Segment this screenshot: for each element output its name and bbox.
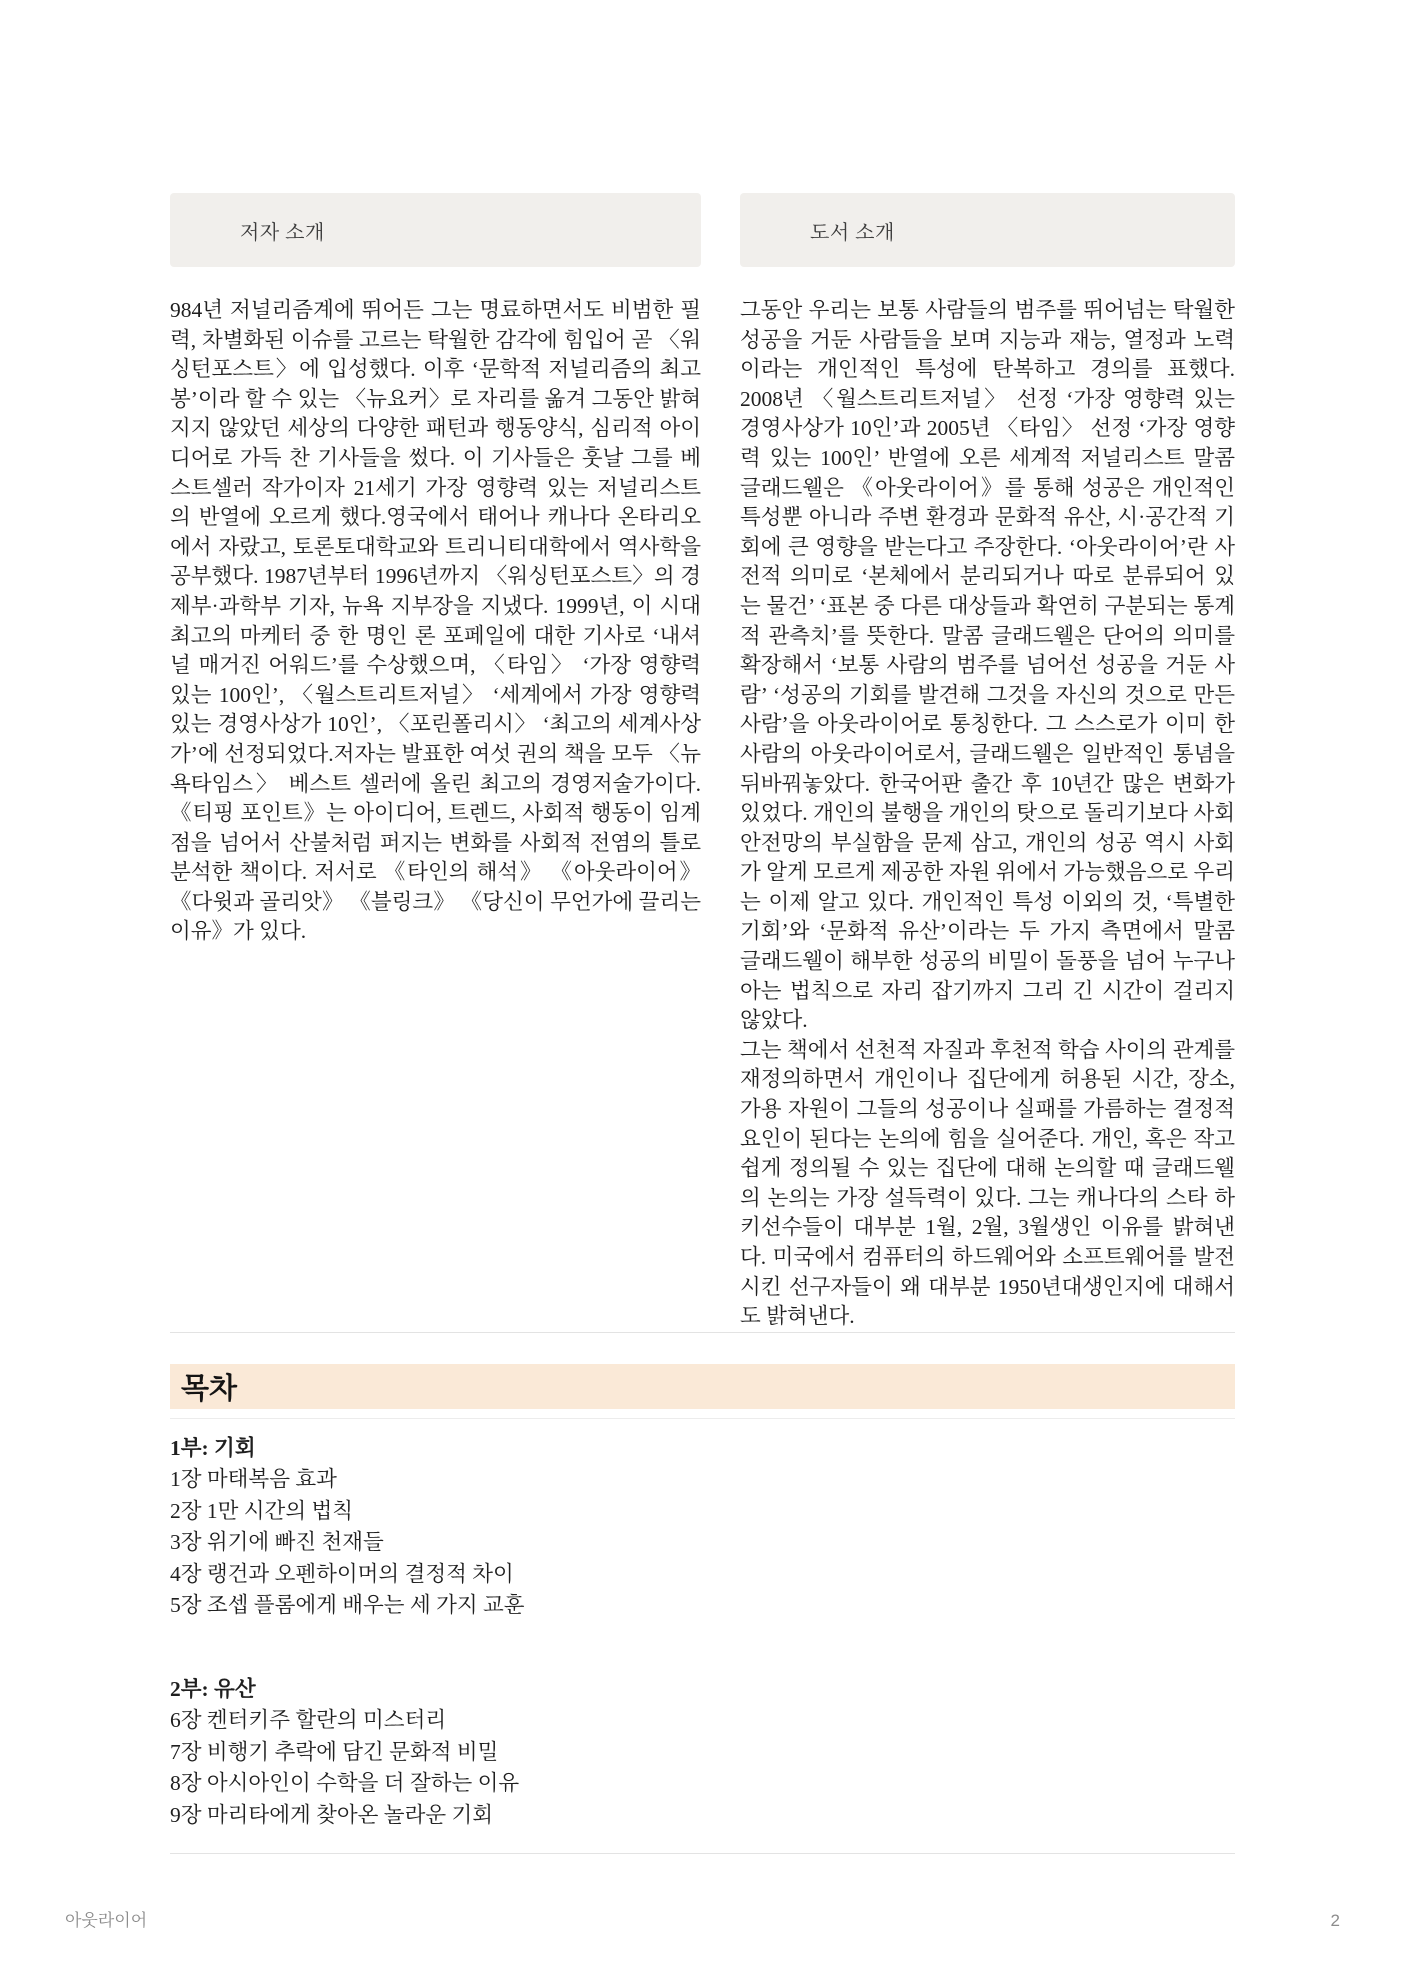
book-intro-paragraph: 그동안 우리는 보통 사람들의 범주를 뛰어넘는 탁월한 성공을 거둔 사람들을 보며 지능과 재능, 열정과 노력이라는 개인적인 특성에 탄복하고 경의를 표했다. 2008년 〈월스트리트저널〉 선정 ‘가장 영향력 있는 경영사상가 10인’과 2005년 〈타임〉 선정 ‘가장 영향력 있는 100인’ 반열에 오른 세계적 저널리스트 말콤 글래드웰은 《아웃라이어》를 통해 성공은 개인적인 특성뿐 아니라 주변 환경과 문화적 유산, 시·공간적 기회에 큰 영향을 받는다고 주장한다. ‘아웃라이어’란 사전적 의미로 ‘본체에서 분리되거나 따로 분류되어 있는 물건’ ‘표본 중 다른 대상들과 확연히 구분되는 통계적 관측치’를 뜻한다. 말콤 글래드웰은 단어의 의미를 확장해서 ‘보통 사람의 범주를 넘어선 성공을 거둔 사람’ ‘성공의 기회를 발견해 그것을 자신의 것으로 만든 사람’을 아웃라이어로 통칭한다. 그 스스로가 이미 한 사람의 아웃라이어로서, 글래드웰은 일반적인 통념을 뒤바꿔놓았다. 한국어판 출간 후 10년간 많은 변화가 있었다. 개인의 불행을 개인의 탓으로 돌리기보다 사회 안전망의 부실함을 문제 삼고, 개인의 성공 역시 사회가 알게 모르게 제공한 자원 위에서 가능했음으로 우리는 이제 알고 있다. 개인적인 특성 이외의 것, ‘특별한 기회’와 ‘문화적 유산’이라는 두 가지 측면에서 말콤 글래드웰이 해부한 성공의 비밀이 돌풍을 넘어 누구나 아는 법칙으로 자리 잡기까지 그리 긴 시간이 걸리지 않았다. <box>740 298 1235 1033</box>
page-footer <box>65 1906 1340 1931</box>
footer-book-title: 아웃라이어 <box>65 1911 148 1930</box>
book-intro-body <box>740 296 1235 1332</box>
toc-top-divider <box>170 1332 1235 1333</box>
toc-item: 6장 켄터키주 할란의 미스터리 <box>170 1708 447 1733</box>
toc-item: 7장 비행기 추락에 담긴 문화적 비밀 <box>170 1739 499 1764</box>
toc-item: 9장 마리타에게 찾아온 놀라운 기회 <box>170 1802 494 1827</box>
book-intro-column <box>740 193 1235 1332</box>
author-intro-body: 984년 저널리즘계에 뛰어든 그는 명료하면서도 비범한 필력, 차별화된 이슈를 고르는 탁월한 감각에 힘입어 곧 〈워싱턴포스트〉에 입성했다. 이후 ‘문학적 저널리즘의 최고봉’이라 할 수 있는 〈뉴요커〉로 자리를 옮겨 그동안 밝혀지지 않았던 세상의 다양한 패턴과 행동양식, 심리적 아이디어로 가득 찬 기사들을 썼다. 이 기사들은 훗날 그를 베스트셀러 작가이자 21세기 가장 영향력 있는 저널리스트의 반열에 오르게 했다.영국에서 태어나 캐나다 온타리오에서 자랐고, 토론토대학교와 트리니티대학에서 역사학을 공부했다. 1987년부터 1996년까지 〈워싱턴포스트〉의 경제부·과학부 기자, 뉴욕 지부장을 지냈다. 1999년, 이 시대 최고의 마케터 중 한 명인 론 포페일에 대한 기사로 ‘내셔널 매거진 어워드’를 수상했으며, 〈타임〉 ‘가장 영향력 있는 100인’, 〈월스트리트저널〉 ‘세계에서 가장 영향력 있는 경영사상가 10인’, 〈포린폴리시〉 ‘최고의 세계사상가’에 선정되었다.저자는 발표한 여섯 권의 책을 모두 〈뉴욕타임스〉 베스트 셀러에 올린 최고의 경영저술가이다. 《티핑 포인트》는 아이디어, 트렌드, 사회적 행동이 임계점을 넘어서 산불처럼 퍼지는 변화를 사회적 전염의 틀로 분석한 책이다. 저서로 《타인의 해석》 《아웃라이어》 《다윗과 골리앗》 《블링크》 《당신이 무언가에 끌리는 이유》가 있다. <box>170 298 701 944</box>
author-intro-column <box>170 193 701 947</box>
book-intro-header-box <box>740 193 1235 267</box>
toc-item: 1장 마태복음 효과 <box>170 1467 337 1492</box>
footer-page-number: 2 <box>1330 1911 1340 1930</box>
toc-banner-divider <box>170 1418 1235 1419</box>
intro-columns <box>170 193 1235 1332</box>
toc-part-1-heading: 1부: 기회 <box>170 1435 256 1460</box>
page-content <box>170 193 1235 1854</box>
book-intro-paragraph: 그는 책에서 선천적 자질과 후천적 학습 사이의 관계를 재정의하면서 개인이나 집단에게 허용된 시간, 장소, 가용 자원이 그들의 성공이나 실패를 가름하는 결정적 요인이 된다는 논의에 힘을 실어준다. 개인, 혹은 작고 쉽게 정의될 수 있는 집단에 대해 논의할 때 글래드웰의 논의는 가장 설득력이 있다. 그는 캐나다의 스타 하키선수들이 대부분 1월, 2월, 3월생인 이유를 밝혀낸다. 미국에서 컴퓨터의 하드웨어와 소프트웨어를 발전시킨 선구자들이 왜 대부분 1950년대생인지에 대해서도 밝혀낸다. <box>740 1037 1235 1329</box>
toc-part-1 <box>170 1433 1235 1622</box>
toc-bottom-divider <box>170 1853 1235 1854</box>
toc-item: 2장 1만 시간의 법칙 <box>170 1498 354 1523</box>
author-intro-title: 저자 소개 <box>240 221 325 244</box>
toc-item: 3장 위기에 빠진 천재들 <box>170 1530 384 1555</box>
toc-item: 4장 랭건과 오펜하이머의 결정적 차이 <box>170 1561 514 1586</box>
toc-item: 5장 조셉 플롬에게 배우는 세 가지 교훈 <box>170 1593 525 1618</box>
toc-part-2 <box>170 1674 1235 1832</box>
toc-item: 8장 아시아인이 수학을 더 잘하는 이유 <box>170 1771 520 1796</box>
toc-title: 목차 <box>181 1372 238 1405</box>
book-intro-title: 도서 소개 <box>810 221 895 244</box>
toc-part-2-heading: 2부: 유산 <box>170 1676 256 1701</box>
author-intro-header-box <box>170 193 701 267</box>
toc-banner <box>170 1364 1235 1409</box>
